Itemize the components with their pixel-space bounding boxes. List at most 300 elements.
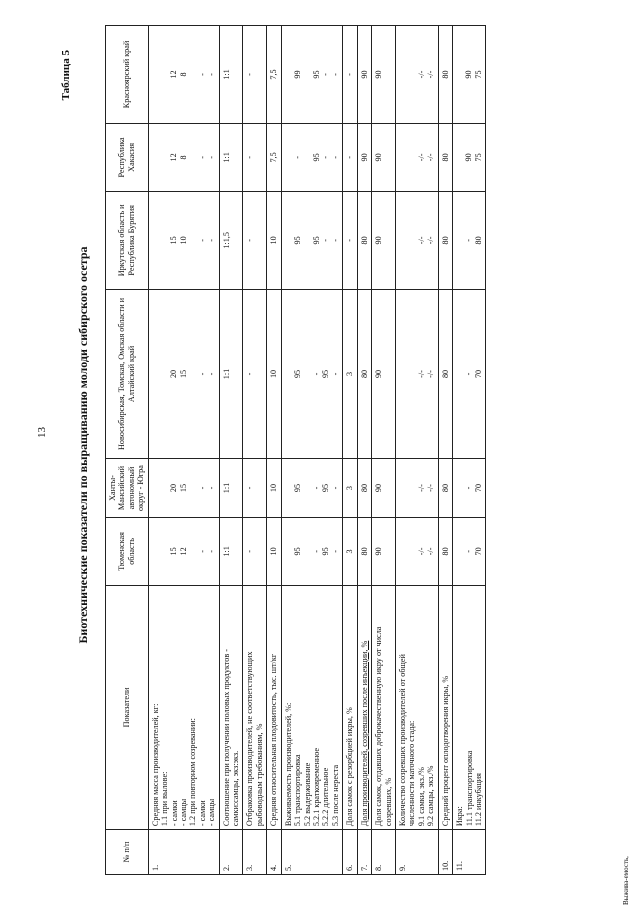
indicator-cell [357,585,371,829]
value-cell [243,26,267,124]
indicator-line: 11.1 транспортировка [464,750,474,827]
value-line: 1:1 [221,546,231,557]
value-line [160,195,169,286]
value-line [160,521,169,582]
value-line [284,293,293,455]
value-cell [219,191,243,289]
value-cell [343,459,357,518]
value-cell [219,459,243,518]
value-line: 90 [464,153,474,162]
value-line [151,521,160,582]
value-line [188,29,197,120]
indicator-line: - самки [169,800,179,827]
value-line: - [245,486,255,490]
value-line: 3 [345,549,355,554]
value-line [284,521,293,582]
value-line [455,195,464,286]
value-cell [372,191,396,289]
value-line: - [197,73,207,76]
value-line: - [207,550,217,553]
value-line [160,293,169,455]
value-cell [453,517,486,585]
value-line: 3 [345,485,355,491]
value-cell [395,517,438,585]
value-line [151,29,160,120]
row-number: 1. [148,830,219,875]
value-line: 95 [321,369,331,379]
indicator-line: 1.1 при вылове: [160,771,170,827]
value-line: 90 [374,369,384,379]
value-cell [281,517,343,585]
value-cell [357,26,371,124]
table-row [438,26,452,875]
value-line: 90 [464,70,474,79]
value-line: - [330,486,340,490]
value-line: 1:1,5 [221,232,231,249]
value-cell [148,191,219,289]
edge-text: Выжива-емость, [622,856,630,905]
value-cell [357,459,371,518]
value-cell [357,191,371,289]
value-line [407,127,416,188]
value-line [398,127,407,188]
value-line: 70 [473,547,483,556]
value-cell [453,289,486,458]
value-line [303,521,312,582]
indicator-line: - самцы [207,798,217,827]
value-cell [281,289,343,458]
value-line: - [197,238,207,242]
indicator-line: - самцы [178,798,188,827]
value-line [455,521,464,582]
value-line: 15 [169,236,179,245]
value-cell [395,459,438,518]
value-line: 12 [169,153,179,162]
row-number: 8. [372,830,396,875]
value-line [398,195,407,286]
value-line: -/- [416,370,426,378]
value-line: - [197,156,207,159]
row-number: 4. [267,830,281,875]
value-line: -/- [426,153,436,162]
value-line: 90 [374,547,384,556]
value-line [398,521,407,582]
value-line: 95 [321,547,331,556]
indicator-cell [372,585,396,829]
row-number: 7. [357,830,371,875]
value-line: 99 [293,70,303,79]
page-number: 13 [36,427,48,438]
value-line: - [207,486,217,490]
value-cell [438,191,452,289]
value-line: 80 [359,547,369,556]
table-row [453,26,486,875]
value-line: 15 [178,483,188,493]
indicator-cell [395,585,438,829]
value-line: - [311,550,321,553]
value-line: 12 [178,547,188,556]
indicator-cell [219,585,243,829]
value-line: - [464,238,474,242]
value-cell [219,123,243,191]
value-line: 90 [359,70,369,79]
value-line: - [464,550,474,553]
value-cell [148,459,219,518]
value-cell [281,123,343,191]
value-line: 80 [473,236,483,245]
value-line: 12 [169,70,179,79]
indicator-line: - самки [197,800,207,827]
value-line [303,29,312,120]
value-line: - [330,372,340,376]
value-line [188,462,197,514]
column-header: Республика Хакасия [106,123,149,191]
indicator-line: 5.2.1 кратковременное [312,747,322,827]
indicator-line: Икра: [455,806,465,827]
value-line: -/- [426,70,436,79]
value-line: - [197,486,207,490]
value-line [188,293,197,455]
value-line: 95 [311,153,321,162]
value-line [398,462,407,514]
value-line: 90 [374,236,384,245]
value-line [455,293,464,455]
row-number: 11. [453,830,486,875]
indicator-cell [148,585,219,829]
value-line [151,195,160,286]
value-cell [148,123,219,191]
value-line [284,462,293,514]
value-cell [343,289,357,458]
value-line [284,29,293,120]
table-row [281,26,343,875]
value-line: - [321,73,331,76]
indicator-line: Средняя масса производителей, кг: [150,703,160,827]
value-line: 10 [178,236,188,245]
value-line: 20 [169,483,179,493]
value-line: 95 [311,70,321,79]
value-line: 80 [440,547,450,556]
value-line [160,462,169,514]
value-line: - [311,372,321,376]
value-line: 1:1 [221,482,231,494]
value-cell [267,289,281,458]
value-cell [453,123,486,191]
value-line: 95 [293,483,303,493]
indicator-line: 9.2 самцы, экз./% [426,765,436,827]
value-cell [343,26,357,124]
indicator-line: 11.2 инкубация [473,773,483,827]
indicator-line: Средний процент оплодотворения икры, % [440,675,450,827]
row-number: 5. [281,830,343,875]
value-cell [438,459,452,518]
value-cell [267,123,281,191]
value-cell [281,26,343,124]
value-cell [243,517,267,585]
value-cell [372,459,396,518]
value-line [455,127,464,188]
value-cell [438,26,452,124]
value-line: - [197,550,207,553]
value-cell [219,517,243,585]
table-row [372,26,396,875]
value-line: -/- [426,547,436,556]
value-cell [438,123,452,191]
value-line [398,293,407,455]
value-line [303,127,312,188]
value-line: 7,5 [269,152,279,163]
value-line: 95 [293,547,303,556]
row-number: 2. [219,830,243,875]
column-header: № п/п [106,830,149,875]
table-row [343,26,357,875]
value-cell [372,517,396,585]
value-line: - [207,238,217,242]
value-line: - [207,73,217,76]
column-header: Тюменская область [106,517,149,585]
value-line: 10 [269,236,279,245]
value-line: - [321,156,331,159]
value-cell [453,191,486,289]
value-line [160,29,169,120]
value-cell [281,191,343,289]
value-line: - [345,73,355,76]
indicator-line: Отбраковка производителей, не соответствующих [245,651,255,827]
value-line: - [330,550,340,553]
value-line [455,29,464,120]
value-line: - [245,550,255,553]
value-line: 1:1 [221,152,231,163]
indicator-line: численности маточного стада: [407,720,417,827]
value-line: 8 [178,72,188,77]
value-line: 90 [374,483,384,493]
value-line: 90 [374,70,384,79]
value-cell [357,289,371,458]
value-line: 70 [473,369,483,379]
value-line: 10 [269,369,279,379]
value-line [303,293,312,455]
value-line [455,462,464,514]
indicator-line: 5.2.2 длительное [321,767,331,827]
indicator-line: Доля производителей, созревших после инъекции, % [359,640,369,827]
indicator-line: Выживаемость производителей, %: [283,702,293,827]
value-line [407,521,416,582]
indicator-line: Соотношение при получении половых продуктов - [221,648,231,827]
value-line: 80 [440,483,450,493]
table-row [267,26,281,875]
value-cell [357,517,371,585]
value-line: - [207,156,217,159]
indicator-line: 5.1 транспортировка [293,754,303,827]
indicator-cell [243,585,267,829]
value-line [407,195,416,286]
table-row [395,26,438,875]
value-line: 80 [359,369,369,379]
value-line: 10 [269,483,279,493]
value-cell [395,191,438,289]
value-line: - [293,156,303,159]
value-cell [372,26,396,124]
table-row [357,26,371,875]
indicator-line: 5.3 после нереста [330,764,340,827]
value-line: -/- [416,236,426,245]
indicator-line: рыбоводным требованиям, % [254,723,264,827]
value-line: 90 [359,153,369,162]
value-cell [372,289,396,458]
value-cell [281,459,343,518]
value-line [303,195,312,286]
value-cell [395,123,438,191]
indicator-line: 5.2 выдерживание [302,762,312,827]
value-line: 75 [473,70,483,79]
indicator-line: Доля самок с резорбцией икры, % [345,707,355,827]
value-cell [148,289,219,458]
value-line: 80 [359,236,369,245]
value-line [188,521,197,582]
column-header: Ханты-Мансийский автономный округ - Югра [106,459,149,518]
row-number: 3. [243,830,267,875]
value-line: 80 [440,236,450,245]
value-cell [243,289,267,458]
value-line [151,127,160,188]
value-cell [219,289,243,458]
table-label: Таблица 5 [60,50,72,101]
value-cell [243,123,267,191]
biotech-table [105,25,486,875]
value-line: - [345,156,355,159]
value-cell [453,26,486,124]
value-line: 95 [293,236,303,245]
value-line: 1:1 [221,69,231,80]
value-line: -/- [426,484,436,492]
indicator-cell [343,585,357,829]
value-cell [395,289,438,458]
value-cell [148,517,219,585]
value-line: 15 [169,547,179,556]
value-line: - [464,372,474,376]
value-line: -/- [426,236,436,245]
indicator-line: самки:самцы, экз:экз. [231,750,241,827]
value-line [407,462,416,514]
value-cell [243,191,267,289]
value-line: 70 [473,483,483,493]
value-cell [267,26,281,124]
indicator-cell [281,585,343,829]
value-cell [395,26,438,124]
value-line: - [330,156,340,159]
indicator-line: созревших, % [383,777,393,827]
column-header: Новосибирская, Томская, Омская области и Алтайский край [106,289,149,458]
value-cell [219,26,243,124]
value-line [284,127,293,188]
value-cell [267,517,281,585]
value-line: 95 [311,236,321,245]
indicator-line: Количество созревших производителей от общей [397,654,407,827]
value-cell [372,123,396,191]
value-line: 1:1 [221,368,231,380]
column-header: Показатели [106,585,149,829]
value-cell [343,517,357,585]
indicator-line: 9.1 самки, экз./% [416,767,426,827]
value-line: 8 [178,155,188,160]
value-line: -/- [416,153,426,162]
value-line: - [345,238,355,242]
value-line [160,127,169,188]
value-line: 80 [440,369,450,379]
column-header: Красноярский край [106,26,149,124]
indicator-cell [453,585,486,829]
indicator-line: Средняя относительная плодовитость, тыс. шт/кг [269,653,279,827]
document-title: Биотехнические показатели по выращиванию молоди сибирского осетра [76,246,90,644]
value-cell [343,123,357,191]
indicator-line: 1.2 при повторном созревании: [188,718,198,827]
value-cell [453,459,486,518]
value-line: 3 [345,371,355,376]
value-line: -/- [426,370,436,378]
value-line: 7,5 [269,69,279,80]
value-line: 75 [473,153,483,162]
table-row [148,26,219,875]
table-header-row [106,26,149,875]
value-line [284,195,293,286]
value-line: -/- [416,547,426,556]
value-line: -/- [416,484,426,492]
value-line: - [245,156,255,159]
value-line: - [330,238,340,242]
indicator-cell [438,585,452,829]
value-line [303,462,312,514]
value-line: 80 [440,70,450,79]
value-line: - [245,238,255,242]
indicator-cell [267,585,281,829]
value-cell [243,459,267,518]
value-line: - [330,73,340,76]
value-cell [438,517,452,585]
value-line: - [245,372,255,376]
row-number: 6. [343,830,357,875]
value-line: - [311,486,321,490]
value-line [398,29,407,120]
value-cell [267,191,281,289]
value-line: 80 [440,153,450,162]
value-line: 90 [374,153,384,162]
value-line: - [321,238,331,242]
value-line: 80 [359,483,369,493]
value-line: 95 [321,483,331,493]
row-number: 9. [395,830,438,875]
value-line: 95 [293,369,303,379]
indicator-line: Доля самок, отдавших доброкачественную икру от числа [374,626,384,827]
value-line: 15 [178,369,188,379]
value-cell [357,123,371,191]
value-line: 20 [169,369,179,379]
value-line: 10 [269,547,279,556]
value-line: - [245,73,255,76]
column-header: Иркутская область и Республика Бурятия [106,191,149,289]
value-cell [267,459,281,518]
value-cell [438,289,452,458]
value-line [407,293,416,455]
value-line: -/- [416,70,426,79]
value-line: - [464,486,474,490]
value-line [188,195,197,286]
value-line [151,293,160,455]
table-row [219,26,243,875]
value-cell [343,191,357,289]
row-number: 10. [438,830,452,875]
value-line: - [197,372,207,376]
value-line: - [207,372,217,376]
